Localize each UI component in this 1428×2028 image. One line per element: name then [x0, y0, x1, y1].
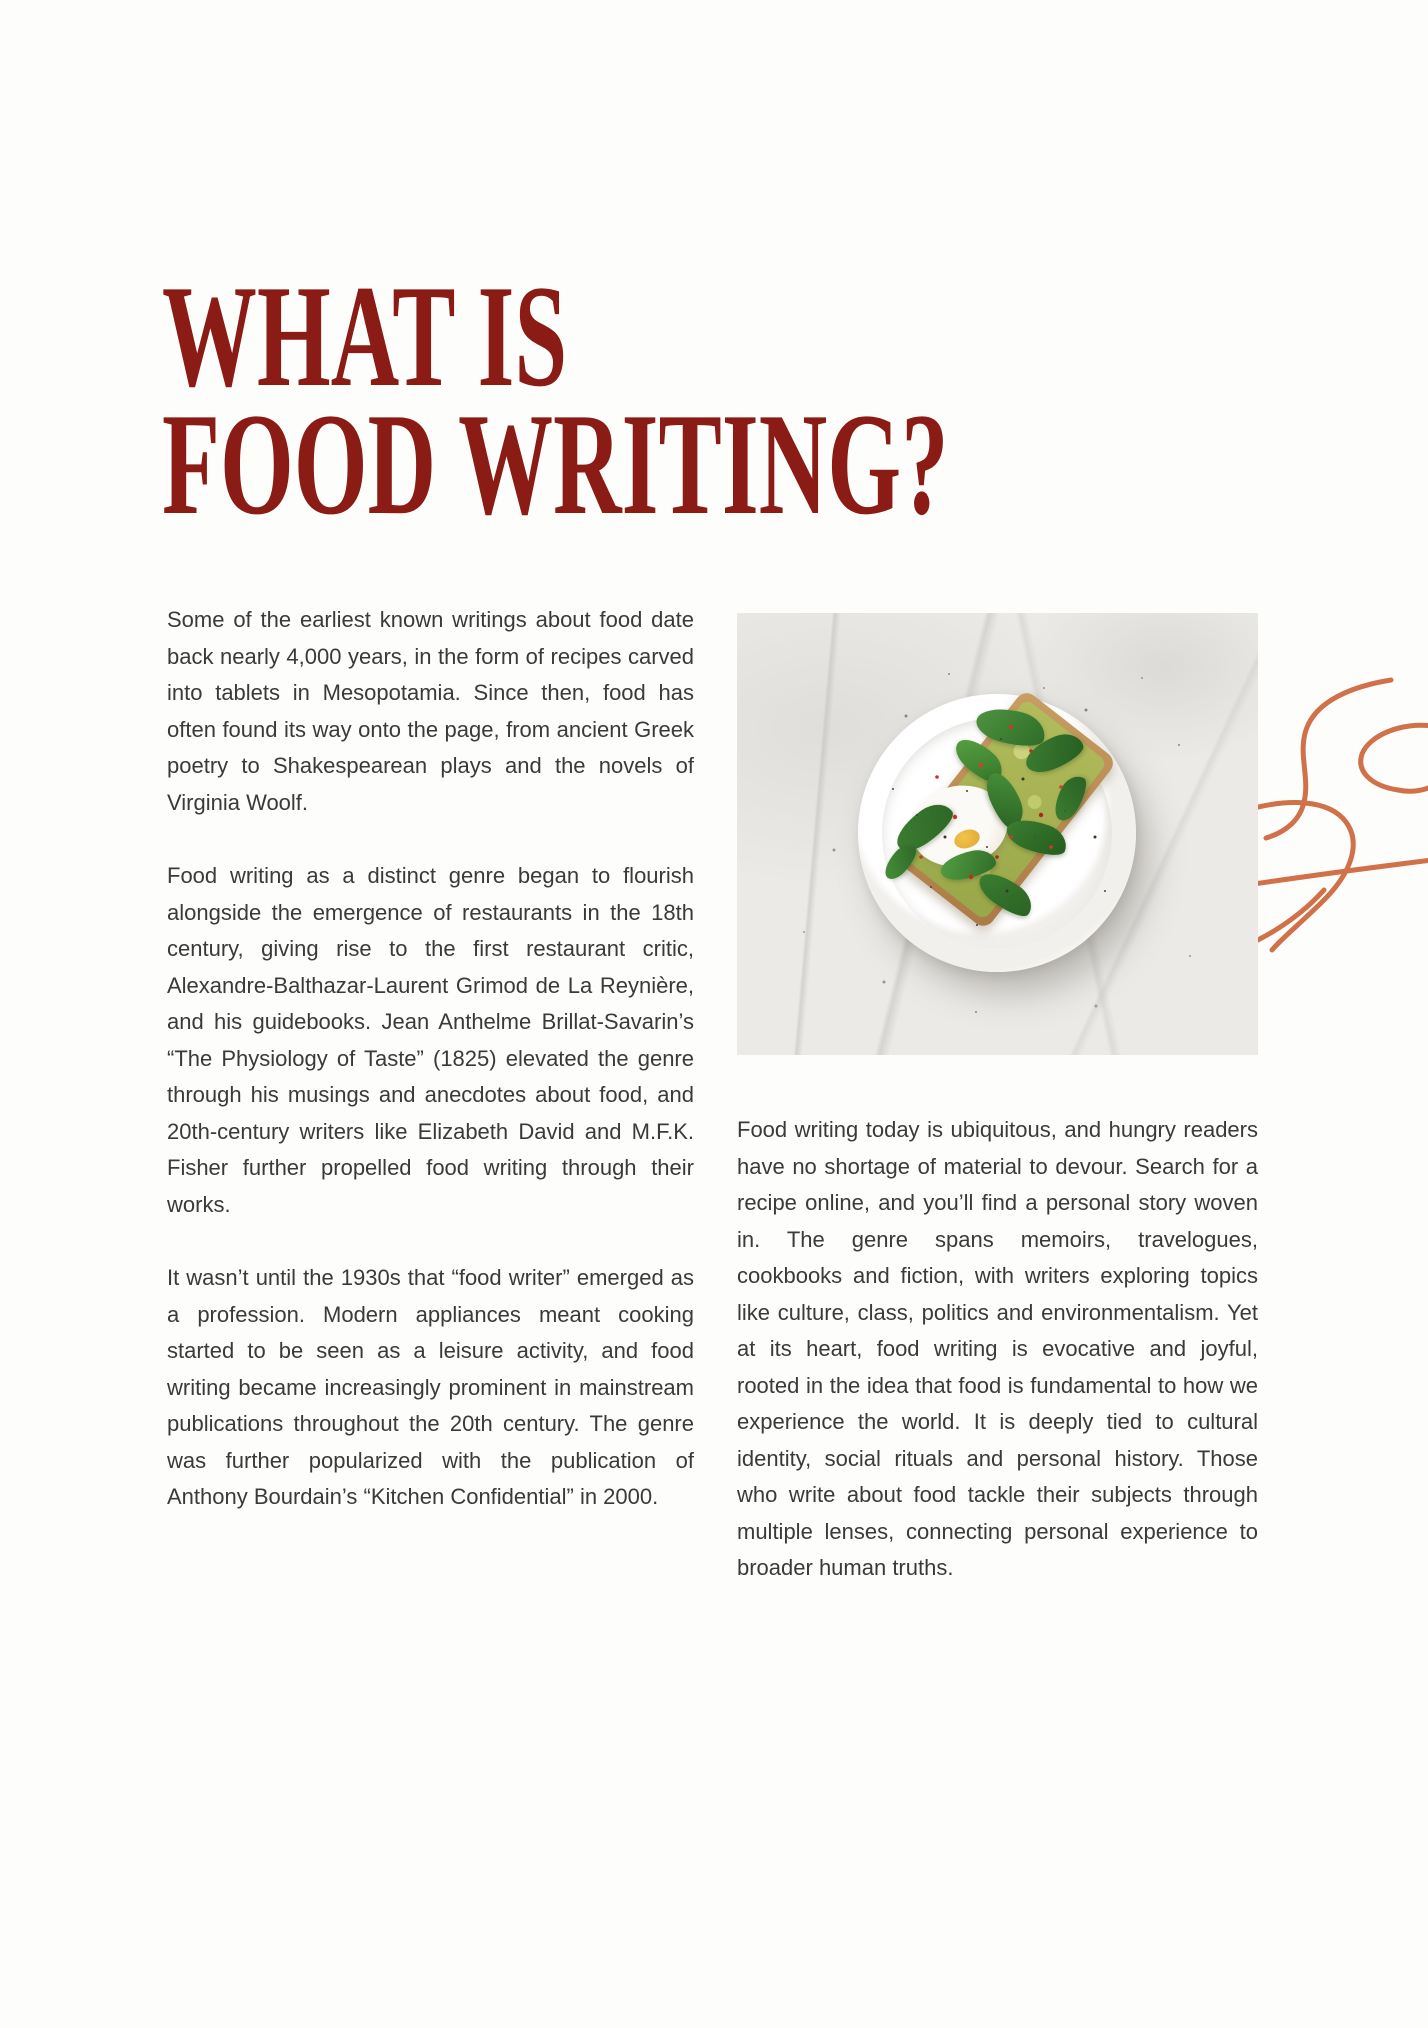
right-column: [737, 1112, 1258, 1587]
plate: [858, 694, 1136, 972]
paragraph: Food writing as a distinct genre began to flourish alongside the emergence of restaurants in the 18th century, giving rise to the first restaurant critic, Alexandre-Balthazar-Laurent Grimod de La Reynière, and his guidebooks. Jean Anthelme Brillat-Savarin’s “The Physiology of Taste” (1825) elevated the genre through his musings and anecdotes about food, and 20th-century writers like Elizabeth David and M.F.K. Fisher further propelled food writing through their works.: [167, 863, 694, 1217]
title-line-1: WHAT IS: [162, 255, 568, 417]
paragraph: Some of the earliest known writings about food date back nearly 4,000 years, in the form of recipes carved into tablets in Mesopotamia. Since then, food has often found its way onto the page, from ancient Greek poetry to Shakespearean plays and the novels of Virginia Woolf.: [167, 607, 694, 815]
squiggle-line-icon: [1258, 660, 1428, 960]
paragraph: It wasn’t until the 1930s that “food writer” emerged as a profession. Modern appliances meant cooking started to be seen as a leisure activity, and food writing became increasingly prominent in mainstream publications throughout the 20th century. The genre was further popularized with the publication of Anthony Bourdain’s “Kitchen Confidential” in 2000.: [167, 1265, 694, 1509]
paragraph: Food writing today is ubiquitous, and hungry readers have no shortage of material to devour. Search for a recipe online, and you’ll find a personal story woven in. The genre spans memoirs, travelogues, cookbooks and fiction, with writers exploring topics like culture, class, politics and environmentalism. Yet at its heart, food writing is evocative and joyful, rooted in the idea that food is fundamental to how we experience the world. It is deeply tied to cultural identity, social rituals and personal history. Those who write about food tackle their subjects through multiple lenses, connecting personal experience to broader human truths.: [737, 1117, 1258, 1580]
title-line-2: FOOD WRITING?: [162, 383, 949, 545]
left-column: [167, 602, 694, 1516]
pepper-specks: [858, 694, 860, 696]
avocado-toast-photo: [737, 613, 1258, 1055]
page-title: [162, 255, 1372, 545]
seasoning-specks: [737, 613, 739, 615]
